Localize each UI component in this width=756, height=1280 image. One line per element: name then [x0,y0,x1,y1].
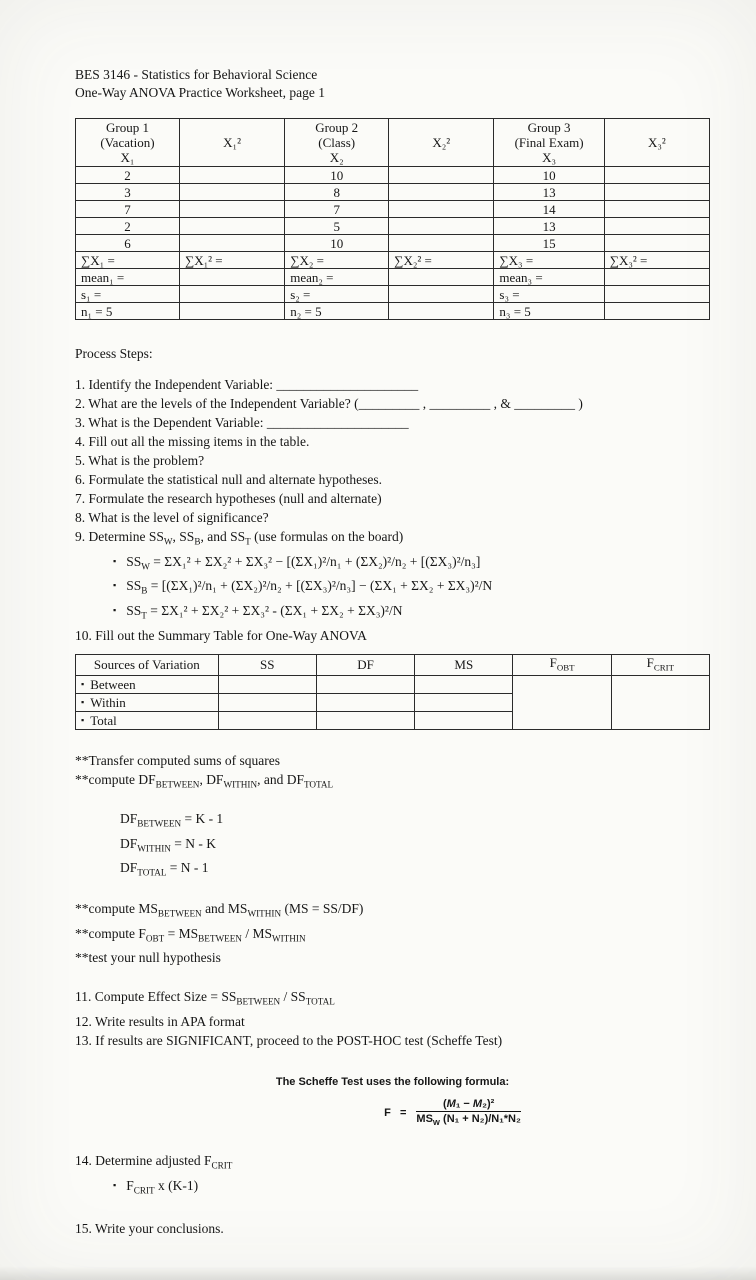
fcrit-cell [611,676,709,730]
cell [179,286,284,303]
summary-col-sources: Sources of Variation [76,654,219,676]
step-item-2: 2. What are the levels of the Independent Variable? (_________ , _________ , & _________ ) [75,396,583,411]
cell [389,303,494,320]
group3-var: X₃ [542,150,557,165]
sum-row [76,252,710,269]
note-compute-df: **compute $DF_{BETWEEN}$, $DF_{WITHIN}$, and $DF_{TOTAL}$ [75,772,334,791]
cell: s₃ = [494,286,604,303]
cell [316,712,414,730]
step-item-5: 5. What is the problem? [75,453,205,468]
bullet-icon: ▪ [81,715,85,726]
anova-data-table [75,118,710,320]
formula-f-label: F = [384,1106,407,1119]
formula-numerator: (M₁ − M₂)² [416,1098,520,1112]
row-label: ▪ Total [76,712,219,730]
formula-fraction [416,1098,520,1127]
step-item-12: 12. Write results in APA format [75,1014,245,1030]
formula-sst: ▪ $SS_T = \Sigma X_1^2 + \Sigma X_2^2 + \Sigma X_3^2 - (\Sigma X_1 + \Sigma X_2 + \Sigma X_3)^2/N$ [113,603,403,621]
table-row [76,201,710,218]
mean-row [76,269,710,286]
cell [316,694,414,712]
summary-row-between [76,676,710,694]
group3-subtitle: (Final Exam) [514,135,584,150]
cell [389,218,494,235]
cell: ∑X₂² = [389,252,494,269]
step-item-10: 10. Fill out the Summary Table for One-Way ANOVA [75,627,367,643]
note-transfer: **Transfer computed sums of squares [75,753,280,769]
cell [179,167,284,184]
fobt-cell [513,676,611,730]
document-header [75,66,710,102]
cell [604,167,709,184]
cell [415,712,513,730]
summary-col-fobt: $F_{OBT}$ [513,654,611,676]
col-header-x1sq: X₁² [179,119,284,167]
summary-header-row [76,654,710,676]
cell: 15 [494,235,604,252]
cell [389,167,494,184]
cell: ∑X₁ = [76,252,180,269]
cell: ∑X₃² = [604,252,709,269]
formula-denominator: $MS_W$ (N₁ + N₂)/N₁*N₂ [416,1113,521,1128]
bullet-icon: ▪ [113,555,117,566]
summary-col-df: DF [316,654,414,676]
cell [415,676,513,694]
row-label: ▪ Between [76,676,219,694]
df-formulas-block [120,809,710,883]
bullet-icon: ▪ [113,580,117,591]
cell: 10 [494,167,604,184]
df-within-formula: $DF_{WITHIN} = N - K$ [120,835,216,854]
steps-14 [75,1151,710,1200]
course-title: BES 3146 - Statistics for Behavioral Science [75,67,318,82]
cell: 13 [494,184,604,201]
cell [604,303,709,320]
process-steps-list [75,375,710,645]
group2-var: X₂ [329,150,344,165]
col-header-group2 [285,119,389,167]
group2-subtitle: (Class) [318,135,356,150]
step-item-1: 1. Identify the Independent Variable: _____________________ [75,377,419,392]
cell: n₁ = 5 [76,303,180,320]
summary-col-ms: MS [415,654,513,676]
col-header-x3sq: X₃² [604,119,709,167]
table-header-row [76,119,710,167]
cell [389,286,494,303]
col-header-x2sq: X₂² [389,119,494,167]
step-item-11: 11. Compute Effect Size = $SS_{BETWEEN} / SS_{TOTAL}$ [75,989,335,1008]
cell [389,269,494,286]
cell: 7 [76,201,180,218]
summary-col-ss: SS [218,654,316,676]
group1-var: X₁ [120,150,135,165]
cell [179,303,284,320]
step-item-7: 7. Formulate the research hypotheses (null and alternate) [75,491,382,506]
col-header-group1 [76,119,180,167]
cell [218,694,316,712]
cell [179,235,284,252]
cell: mean₁ = [76,269,180,286]
notes-block-2 [75,899,710,967]
cell: ∑X₁² = [179,252,284,269]
scheffe-intro-text: The Scheffe Test uses the following formula: [275,1076,510,1089]
bullet-icon: ▪ [113,1180,117,1191]
cell: 10 [285,167,389,184]
row-label: ▪ Within [76,694,219,712]
cell [389,235,494,252]
step-item-4: 4. Fill out all the missing items in the table. [75,434,310,449]
cell: 7 [285,201,389,218]
cell: 13 [494,218,604,235]
formula-ssw: ▪ $SS_W = \Sigma X_1^2 + \Sigma X_2^2 + \Sigma X_3^2 - [(\Sigma X_1)^2/n_1 + (\Sigma X_2)^2/n_2 + [(\Sigma X_3)^2/n_3]$ [113,553,481,572]
cell [179,218,284,235]
cell: s₁ = [76,286,180,303]
cell [179,184,284,201]
cell: 2 [76,167,180,184]
cell: mean₂ = [285,269,389,286]
group1-subtitle: (Vacation) [100,135,155,150]
group3-title: Group 3 [527,120,571,135]
cell: 10 [285,235,389,252]
cell: 2 [76,218,180,235]
bullet-icon: ▪ [81,697,85,708]
cell [218,712,316,730]
step-item-8: 8. What is the level of significance? [75,510,269,525]
anova-summary-table [75,654,710,731]
table-row [76,184,710,201]
notes-block-1 [75,751,710,795]
cell: s₂ = [285,286,389,303]
group2-title: Group 2 [315,120,359,135]
cell: 6 [76,235,180,252]
bullet-icon: ▪ [81,679,85,690]
step-item-9: 9. Determine $SS_W$, $SS_B$, and $SS_T$ (use formulas on the board) [75,529,404,547]
scheffe-formula [75,1098,710,1127]
cell [179,201,284,218]
step-item-13: 13. If results are SIGNIFICANT, proceed to the POST-HOC test (Scheffe Test) [75,1033,503,1049]
n-row [76,303,710,320]
step-item-3: 3. What is the Dependent Variable: _____________________ [75,415,409,430]
cell [604,201,709,218]
cell [415,694,513,712]
cell [316,676,414,694]
summary-col-fcrit: $F_{CRIT}$ [611,654,709,676]
note-compute-fobt: **compute $F_{OBT} = MS_{BETWEEN} / MS_{WITHIN}$ [75,925,306,944]
cell [604,184,709,201]
df-between-formula: $DF_{BETWEEN} = K - 1$ [120,811,224,829]
cell: 3 [76,184,180,201]
worksheet-title: One-Way ANOVA Practice Worksheet, page 1 [75,85,326,100]
cell: 8 [285,184,389,201]
s-row [76,286,710,303]
table-row [76,218,710,235]
scheffe-section [75,1076,710,1127]
process-steps-heading: Process Steps: [75,346,153,361]
cell: 5 [285,218,389,235]
col-header-group3 [494,119,604,167]
cell [604,235,709,252]
step-item-14: 14. Determine adjusted $F_{CRIT}$ [75,1153,233,1172]
note-compute-ms: **compute $MS_{BETWEEN}$ and $MS_{WITHIN}$ (MS = SS/DF) [75,901,364,919]
bullet-icon: ▪ [113,605,117,616]
formula-ssb: ▪ $SS_B = [(\Sigma X_1)^2/n_1 + (\Sigma X_2)^2/n_2 + [(\Sigma X_3)^2/n_3] - (\Sigma X_1 + \Sigma X_2 + \Sigma X_3)^2/N$ [113,578,493,597]
cell [604,269,709,286]
cell [389,201,494,218]
cell: n₃ = 5 [494,303,604,320]
table-row [76,235,710,252]
note-test-null: **test your null hypothesis [75,950,221,966]
cell [179,269,284,286]
cell [389,184,494,201]
df-total-formula: $DF_{TOTAL} = N - 1$ [120,860,209,879]
cell: ∑X₃ = [494,252,604,269]
steps-11-13 [75,987,710,1050]
step-item-15: 15. Write your conclusions. [75,1220,224,1236]
cell: ∑X₂ = [285,252,389,269]
cell: n₂ = 5 [285,303,389,320]
step-item-14a: ▪ $F_{CRIT}$ x (K-1) [113,1178,199,1196]
group1-title: Group 1 [106,120,149,135]
cell: 14 [494,201,604,218]
cell [604,286,709,303]
cell: mean₃ = [494,269,604,286]
step-item-6: 6. Formulate the statistical null and alternate hypotheses. [75,472,383,487]
table-row [76,167,710,184]
cell [604,218,709,235]
cell [218,676,316,694]
